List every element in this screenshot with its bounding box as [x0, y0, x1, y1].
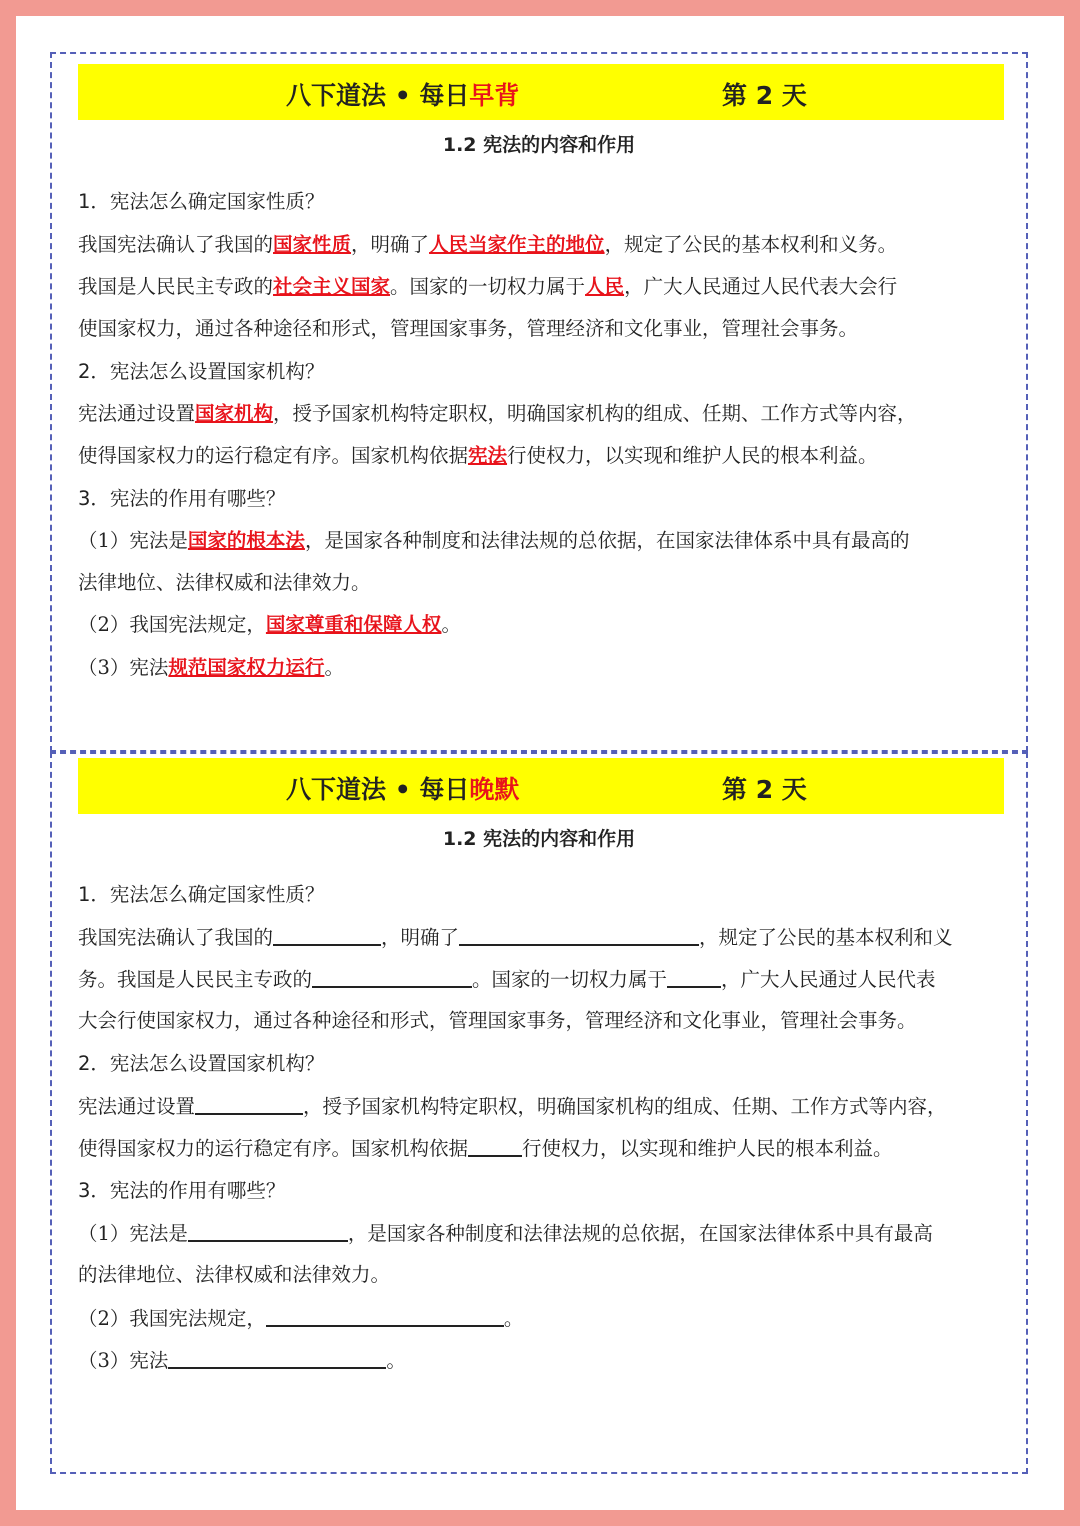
morning-question-3: 3．宪法的作用有哪些？	[78, 487, 286, 510]
evening-blank-line: 务。我国是人民民主专政的 。国家的一切权力属于 ，广大人民通过人民代表	[78, 968, 936, 991]
morning-title-banner	[78, 64, 1004, 120]
evening-blank-line: 宪法通过设置 ，授予国家机构特定职权，明确国家机构的组成、任期、工作方式等内容，	[78, 1095, 947, 1118]
morning-answer-line: （3）宪法规范国家权力运行。	[78, 656, 344, 679]
evening-blank-line: （3）宪法 。	[78, 1349, 406, 1372]
evening-question-3: 3．宪法的作用有哪些？	[78, 1179, 286, 1202]
answer-keyword: 规范国家权力运行	[168, 656, 325, 679]
morning-answer-line: 法律地位、法律权威和法律效力。	[78, 571, 371, 594]
evening-dictation-card	[50, 752, 1028, 1474]
evening-title: 八下道法 • 每日晚默	[286, 775, 520, 804]
fill-in-blank[interactable]	[459, 924, 699, 946]
morning-subtitle: 1.2 宪法的内容和作用	[442, 134, 636, 156]
answer-keyword: 人民	[585, 275, 625, 298]
evening-subtitle: 1.2 宪法的内容和作用	[442, 828, 636, 850]
morning-answer-line: 使国家权力，通过各种途径和形式，管理国家事务，管理经济和文化事业，管理社会事务。	[78, 317, 859, 340]
morning-answer-line: （2）我国宪法规定，国家尊重和保障人权。	[78, 613, 461, 636]
evening-text-line: 的法律地位、法律权威和法律效力。	[78, 1263, 391, 1286]
fill-in-blank[interactable]	[188, 1220, 348, 1242]
morning-title-highlight: 早背	[469, 81, 520, 110]
fill-in-blank[interactable]	[168, 1347, 386, 1369]
evening-blank-line: （2）我国宪法规定， 。	[78, 1307, 524, 1330]
fill-in-blank[interactable]	[266, 1305, 504, 1327]
answer-keyword: 国家尊重和保障人权	[265, 613, 442, 636]
evening-question-1: 1．宪法怎么确定国家性质？	[78, 883, 325, 906]
morning-answer-line: 我国是人民民主专政的社会主义国家。国家的一切权力属于人民，广大人民通过人民代表大会行	[78, 275, 898, 298]
morning-answer-line: 宪法通过设置国家机构，授予国家机构特定职权，明确国家机构的组成、任期、工作方式等内容，	[78, 402, 917, 425]
answer-keyword: 社会主义国家	[273, 275, 391, 298]
answer-keyword: 人民当家作主的地位	[429, 233, 605, 256]
morning-question-2: 2．宪法怎么设置国家机构？	[78, 360, 325, 383]
morning-answer-line: 我国宪法确认了我国的国家性质，明确了人民当家作主的地位，规定了公民的基本权利和义务。	[78, 233, 898, 256]
morning-question-1: 1．宪法怎么确定国家性质？	[78, 190, 325, 213]
morning-answer-line: （1）宪法是国家的根本法，是国家各种制度和法律法规的总依据，在国家法律体系中具有最高的	[78, 529, 910, 552]
answer-keyword: 国家的根本法	[187, 529, 305, 552]
answer-keyword: 国家性质	[273, 233, 352, 256]
evening-day-label: 第 2 天	[722, 775, 807, 804]
fill-in-blank[interactable]	[468, 1135, 522, 1157]
evening-blank-line: 我国宪法确认了我国的 ，明确了 ，规定了公民的基本权利和义	[78, 926, 953, 949]
morning-recitation-card	[50, 52, 1028, 752]
evening-text-line: 大会行使国家权力，通过各种途径和形式，管理国家事务，管理经济和文化事业，管理社会事务。	[78, 1009, 917, 1032]
morning-answer-line: 使得国家权力的运行稳定有序。国家机构依据宪法行使权力，以实现和维护人民的根本利益。	[78, 444, 878, 467]
fill-in-blank[interactable]	[273, 924, 381, 946]
morning-title: 八下道法 • 每日早背	[286, 81, 520, 110]
fill-in-blank[interactable]	[195, 1093, 303, 1115]
fill-in-blank[interactable]	[667, 966, 721, 988]
evening-title-banner	[78, 758, 1004, 814]
answer-keyword: 宪法	[468, 444, 508, 467]
evening-title-highlight: 晚默	[469, 775, 520, 804]
worksheet-page	[16, 16, 1064, 1510]
evening-blank-line: 使得国家权力的运行稳定有序。国家机构依据 行使权力，以实现和维护人民的根本利益。	[78, 1137, 893, 1160]
evening-question-2: 2．宪法怎么设置国家机构？	[78, 1052, 325, 1075]
answer-keyword: 国家机构	[195, 402, 274, 425]
fill-in-blank[interactable]	[312, 966, 472, 988]
morning-day-label: 第 2 天	[722, 81, 807, 110]
evening-blank-line: （1）宪法是 ，是国家各种制度和法律法规的总依据，在国家法律体系中具有最高	[78, 1222, 933, 1245]
